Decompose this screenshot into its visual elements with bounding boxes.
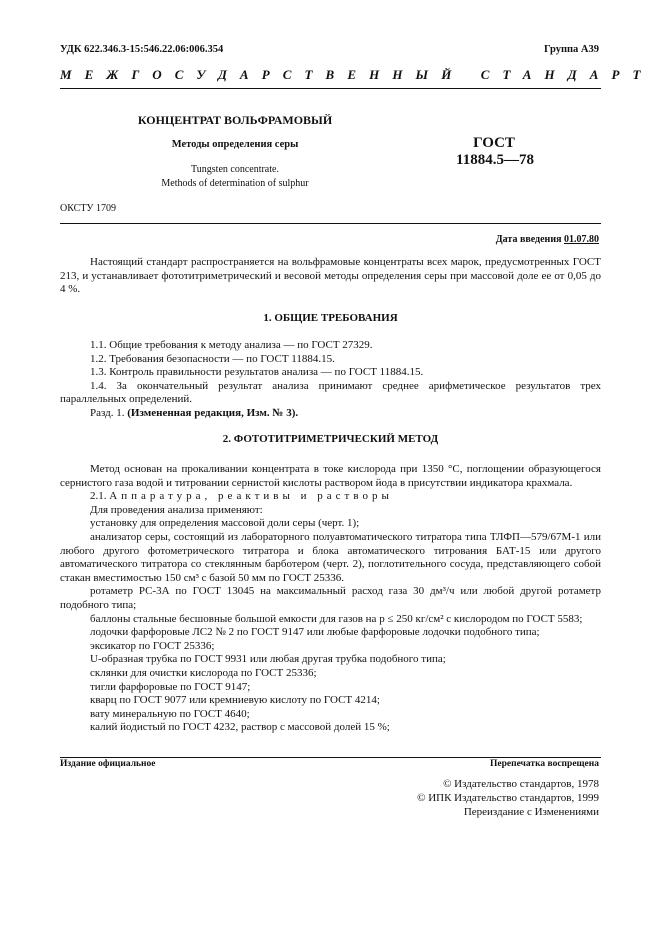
document-subtitle: Методы определения серы [171, 139, 299, 150]
okstu-code: ОКСТУ 1709 [60, 203, 117, 214]
title-divider [60, 223, 601, 224]
english-title: Tungsten concentrate. [191, 164, 279, 175]
revision-prefix: Разд. 1. [90, 406, 125, 419]
copyright-1978: © Издательство стандартов, 1978 [443, 778, 599, 790]
subsection-2-1 [60, 490, 601, 504]
official-edition: Издание официальное [60, 759, 156, 769]
revision-text: (Измененная редакция, Изм. № 3). [127, 406, 299, 419]
revision-note [60, 407, 601, 421]
effective-date-label: Дата введения [495, 234, 562, 245]
list-item: тигли фарфоровые по ГОСТ 9147; [90, 680, 251, 693]
top-divider [60, 88, 601, 89]
list-item: склянки для очистки кислорода по ГОСТ 25336; [90, 666, 317, 679]
group-code: Группа А39 [543, 44, 599, 55]
section-2-heading: 2. ФОТОТИТРИМЕТРИЧЕСКИЙ МЕТОД [222, 433, 439, 445]
list-item: Для проведения анализа применяют: [90, 503, 263, 516]
list-item: анализатор серы, состоящий из лабораторного полуавтоматического титратора типа ТЛФП—579/67М-1 или любого другого фотометрического титратора и блока автоматического титрования БАТ-15 или другого автоматического титратора со стеклянным барботером (черт. 2), поглотительного сосуда, представляющего собой стакан вместимостью 150 см³ с базой 50 мм по ГОСТ 25336. [60, 530, 601, 584]
subsection-number: 2.1. [90, 490, 107, 503]
effective-date-value: 01.07.80 [564, 234, 599, 245]
copyright-1999: © ИПК Издательство стандартов, 1999 [417, 792, 599, 804]
list-item: 1.1. Общие требования к методу анализа — по ГОСТ 27329. [90, 339, 373, 351]
english-subtitle: Methods of determination of sulphur [161, 178, 309, 189]
footer-divider [60, 757, 601, 758]
reissue-note: Переиздание с Изменениями [463, 806, 599, 818]
section-1-body [60, 339, 601, 421]
section-1-heading: 1. ОБЩИЕ ТРЕБОВАНИЯ [263, 312, 398, 324]
list-item: лодочки фарфоровые ЛС2 № 2 по ГОСТ 9147 или любые фарфоровые лодочки подобного типа; [90, 626, 540, 639]
reprint-prohibited: Перепечатка воспрещена [489, 759, 599, 769]
list-item: ротаметр РС-3А по ГОСТ 13045 на максимальный расход газа 30 дм³/ч или любой другой ротаметр подобного типа; [60, 585, 601, 611]
gost-label: ГОСТ [473, 135, 515, 151]
interstate-standard-banner: МЕЖГОСУДАРСТВЕННЫЙ СТАНДАРТ [60, 67, 654, 82]
intro-paragraph [60, 256, 601, 297]
gost-number: 11884.5—78 [456, 152, 534, 168]
list-item: 1.2. Требования безопасности — по ГОСТ 11884.15. [90, 352, 335, 365]
udk-code: УДК 622.346.3-15:546.22.06:006.354 [60, 44, 224, 55]
list-item: баллоны стальные бесшовные большой емкости для газов на р ≤ 250 кг/см² с кислородом по ГОСТ 5583; [90, 612, 583, 625]
list-item: 1.3. Контроль правильности результатов анализа — по ГОСТ 11884.15. [90, 366, 424, 379]
document-title: КОНЦЕНТРАТ ВОЛЬФРАМОВЫЙ [137, 113, 333, 127]
list-item: вату минеральную по ГОСТ 4640; [90, 707, 250, 720]
intro-text: Настоящий стандарт распространяется на вольфрамовые концентраты всех марок, предусмотренных ГОСТ 213, и устанавливает фототитриметрический и весовой методы определения серы при массовой доле ее от 0,05 до 4 %. [60, 256, 601, 296]
list-item: кварц по ГОСТ 9077 или кремниевую кислоту по ГОСТ 4214; [90, 694, 380, 707]
list-item: эксикатор по ГОСТ 25336; [90, 639, 215, 652]
list-item: установку для определения массовой доли серы (черт. 1); [90, 517, 360, 530]
section-2-body [60, 463, 601, 735]
effective-date [496, 234, 599, 245]
list-item: калий йодистый по ГОСТ 4232, раствор с массовой долей 15 %; [90, 721, 390, 734]
subsection-title: Аппаратура, реактивы и растворы [109, 490, 393, 503]
list-item: 1.4. За окончательный результат анализа принимают среднее арифметическое результатов трех параллельных определений. [60, 379, 601, 406]
list-item: U-образная трубка по ГОСТ 9931 или любая другая трубка подобного типа; [90, 653, 446, 666]
method-paragraph: Метод основан на прокаливании концентрата в токе кислорода при 1350 °С, поглощении образующегося сернистого газа водой и титровании сернистой кислоты раствором йода в присутствии индикатора крахмала. [60, 463, 601, 489]
